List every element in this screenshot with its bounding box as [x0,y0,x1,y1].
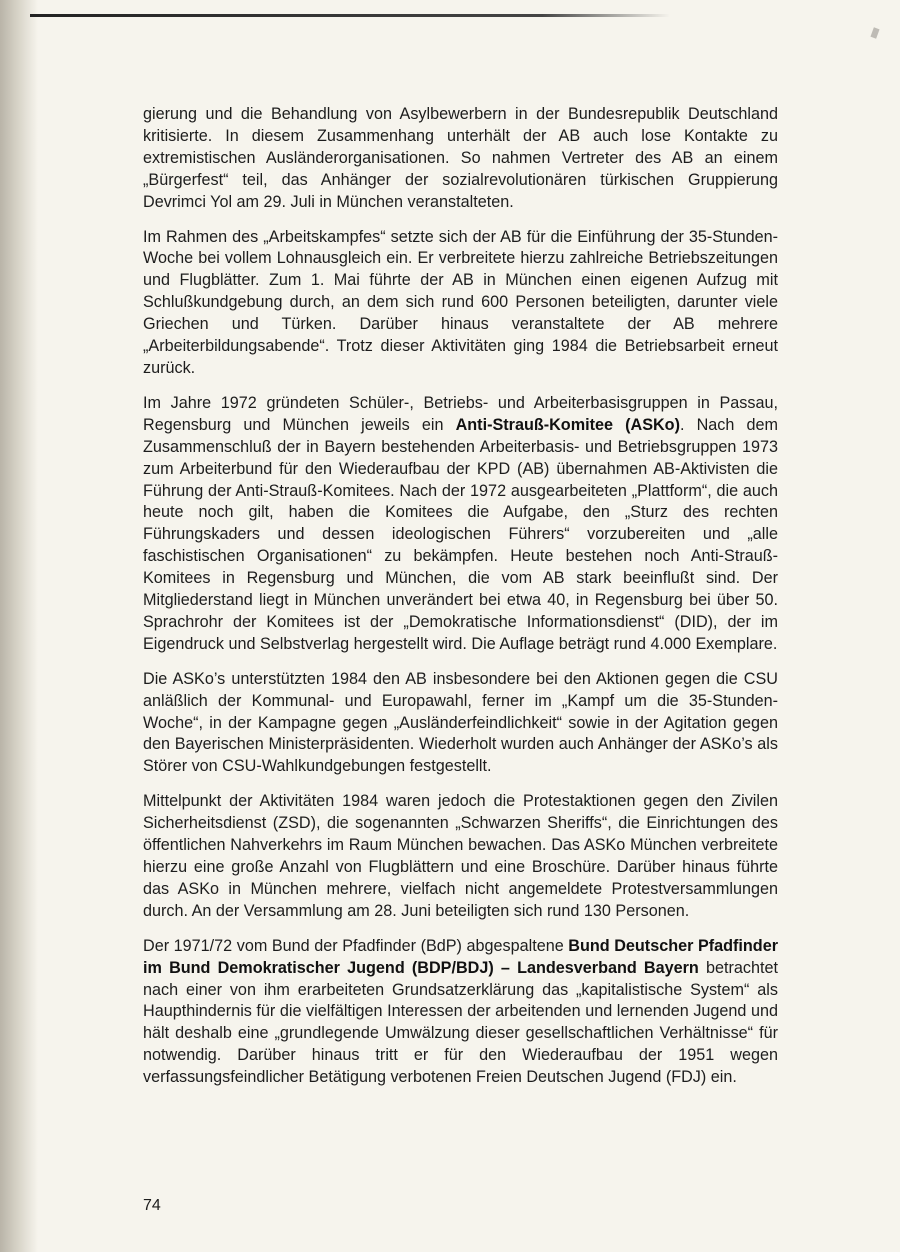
paragraph [143,393,778,656]
page-number: 74 [143,1197,161,1214]
paragraph-text: Im Jahre 1972 gründeten Schüler-, Betriebs- und Arbeiterbasisgruppen in Passau, Regensburg und München jeweils ein [143,393,778,434]
paragraph-text: Die ASKo’s unterstützten 1984 den AB insbesondere bei den Aktionen gegen die CSU anläßlich der Kommunal- und Europawahl, ferner im „Kampf um die 35-Stunden-Woche“, in der Kampagne gegen „Ausländerfeindlichkeit“ sowie in der Agitation gegen den Bayerischen Ministerpräsidenten. Wiederholt wurden auch Anhänger der ASKo’s als Störer von CSU-Wahlkundgebungen festgestellt. [143,669,778,776]
bold-term: Bund Deutscher Pfadfinder im Bund Demokratischer Jugend (BDP/BDJ) – Landesverband Bayern [143,936,778,977]
paragraph [143,669,778,779]
paragraph-text: Mittelpunkt der Aktivitäten 1984 waren jedoch die Protestaktionen gegen den Zivilen Sicherheitsdienst (ZSD), die sogenannten „Schwarzen Sheriffs“, die Einrichtungen des öffentlichen Nahverkehrs im Raum München bewachen. Das ASKo München verbreitete hierzu eine große Anzahl von Flugblättern und eine Broschüre. Darüber hinaus führte das ASKo in München mehrere, vielfach nicht angemeldete Protestversammlungen durch. An der Versammlung am 28. Juni beteiligten sich rund 130 Personen. [143,792,778,920]
paragraph-text: gierung und die Behandlung von Asylbewerbern in der Bundesrepublik Deutschland kritisierte. In diesem Zusammenhang unterhält der AB auch lose Kontakte zu extremistischen Ausländerorganisationen. So nahmen Vertreter des AB an einem „Bürgerfest“ teil, das Anhänger der sozialrevolutionären türkischen Gruppierung Devrimci Yol am 29. Juli in München veranstalteten. [143,105,778,211]
paragraph-text: betrachtet nach einer von ihm erarbeiteten Grundsatzerklärung das „kapitalistische System“ als Haupthindernis für die vielfältigen Interessen der arbeitenden und lernenden Jugend und hält deshalb eine „grundlegende Umwälzung dieser gesellschaftlichen Verhältnisse“ für notwendig. Darüber hinaus tritt er für den Wiederaufbau der 1951 wegen verfassungsfeindlicher Betätigung verbotenen Freien Deutschen Jugend (FDJ) ein. [143,958,778,1087]
paragraph [143,936,778,1089]
top-rule [30,14,670,17]
paragraph-text: . Nach dem Zusammenschluß der in Bayern bestehenden Arbeiterbasis- und Betriebsgruppen 1973 zum Arbeiterbund für den Wiederaufbau der KPD (AB) übernahmen AB-Aktivisten die Führung der Anti-Strauß-Komitees. Nach der 1972 ausgearbeiteten „Plattform“, die auch heute noch gilt, haben die Komitees die Aufgabe, den „Sturz des rechten Führungskaders und dessen ideologischen Führers“ vorzubereiten und „alle faschistischen Organisationen“ zu bekämpfen. Heute bestehen noch Anti-Strauß-Komitees in Regensburg und München, die vom AB stark beeinflußt sind. Der Mitgliederstand liegt in München unverändert bei etwa 40, in Regensburg bei über 50. Sprachrohr der Komitees ist der „Demokratische Informationsdienst“ (DID), der im Eigendruck und Selbstverlag hergestellt wird. Die Auflage beträgt rund 4.000 Exemplare. [143,415,778,653]
paragraph-text: Im Rahmen des „Arbeitskampfes“ setzte sich der AB für die Einführung der 35-Stunden-Woche bei vollem Lohnausgleich ein. Er verbreitete hierzu zahlreiche Betriebszeitungen und Flugblätter. Zum 1. Mai führte der AB in München einen eigenen Aufzug mit Schlußkundgebung durch, an dem sich rund 600 Personen beteiligten, darunter viele Griechen und Türken. Darüber hinaus veranstaltete der AB mehrere „Arbeiterbildungsabende“. Trotz dieser Aktivitäten ging 1984 die Betriebsarbeit erneut zurück. [143,227,778,377]
scan-mark [870,27,879,38]
paragraph-text: Der 1971/72 vom Bund der Pfadfinder (BdP) abgespaltene [143,936,569,955]
binding-shadow [0,0,38,1252]
body-text [143,104,778,1102]
paragraph [143,104,778,214]
paragraph [143,227,778,380]
paragraph [143,791,778,922]
bold-term: Anti-Strauß-Komitee (ASKo) [455,415,680,434]
